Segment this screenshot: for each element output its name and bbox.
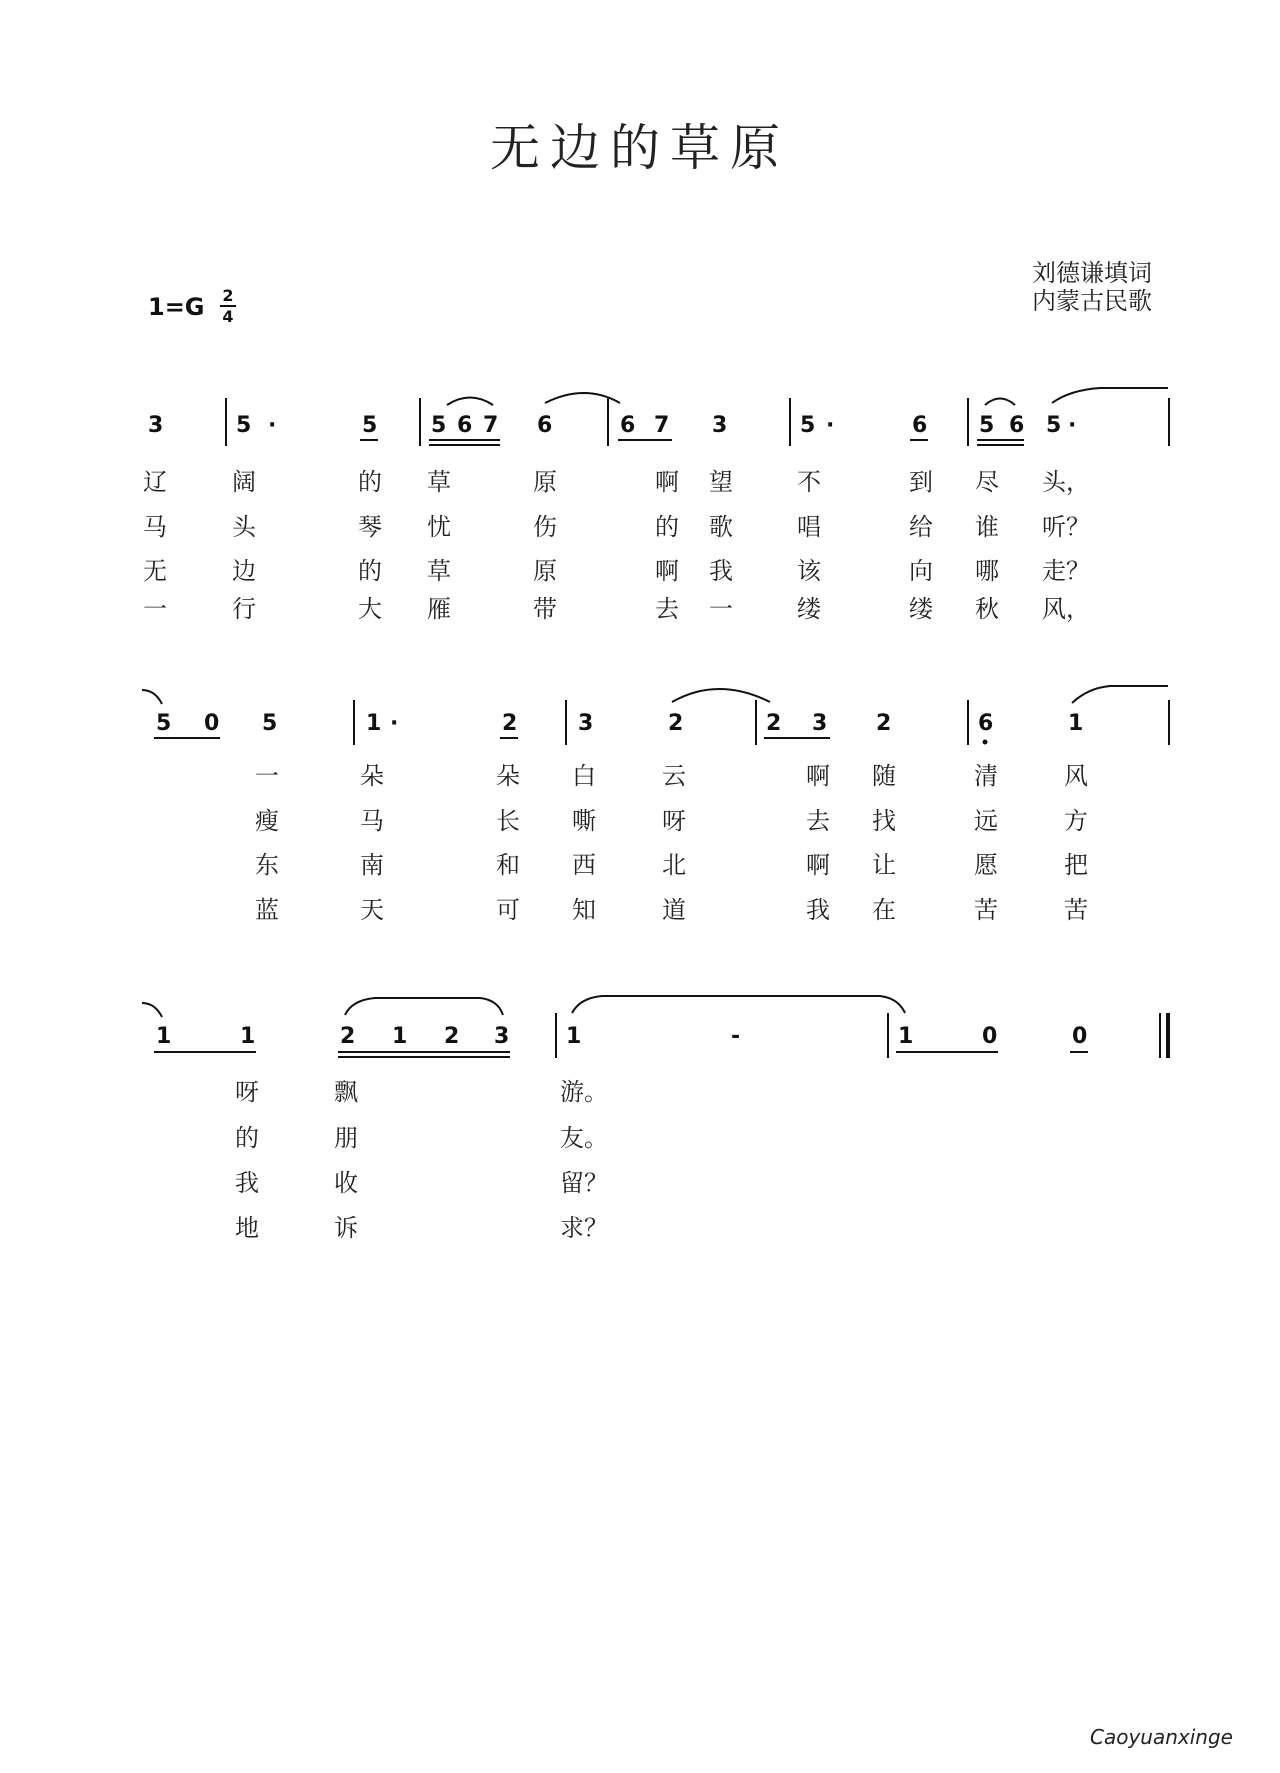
lyric: 走？ (1042, 557, 1090, 585)
note: 2 (876, 711, 892, 736)
watermark: Caoyuanxinge (1090, 1725, 1233, 1749)
lyric: 的 (358, 468, 382, 496)
lyric: 忧 (427, 513, 451, 541)
lyric: 苦 (1064, 896, 1088, 924)
lyric: 朵 (496, 762, 520, 790)
lyric: 缕 (797, 595, 821, 623)
lyric: 唱 (797, 513, 821, 541)
lyric: 风， (1042, 595, 1090, 623)
lyric: 我 (709, 557, 733, 585)
lyric: 辽 (143, 468, 167, 496)
slur (572, 996, 905, 1013)
lyric: 歌 (709, 513, 733, 541)
augmentation-dot: · (390, 711, 399, 736)
note: 2 (340, 1024, 356, 1049)
note: 0 (1072, 1024, 1088, 1049)
note: 6 (457, 413, 473, 438)
lyric: 头， (1042, 468, 1090, 496)
system-1 (143, 388, 1169, 623)
note: 5 (431, 413, 447, 438)
lyric: 啊 (806, 762, 830, 790)
tie-start (1052, 388, 1168, 403)
low-octave-dot (983, 740, 988, 745)
lyric: 我 (806, 896, 830, 924)
lyric: 朋 (334, 1124, 358, 1152)
lyric: 呀 (662, 807, 686, 835)
note: 5 (979, 413, 995, 438)
lyric: 边 (232, 557, 256, 585)
lyric: 蓝 (255, 896, 279, 924)
lyric: 南 (360, 851, 384, 879)
lyric: 啊 (655, 557, 679, 585)
lyric: 一 (709, 595, 733, 623)
lyric: 头 (232, 513, 256, 541)
lyric: 瘦 (255, 807, 279, 835)
lyric: 云 (662, 762, 686, 790)
song-title: 无边的草原 (490, 119, 790, 177)
lyric: 苦 (974, 896, 998, 924)
time-signature-bottom: 4 (222, 307, 234, 326)
lyric: 望 (709, 468, 733, 496)
lyric: 马 (143, 513, 167, 541)
note: 0 (204, 711, 220, 736)
lyric: 尽 (975, 468, 999, 496)
note: 1 (392, 1024, 408, 1049)
lyric: 的 (655, 513, 679, 541)
lyric: 给 (909, 513, 933, 541)
lyric: 知 (572, 896, 596, 924)
lyric: 的 (358, 557, 382, 585)
lyric: 收 (334, 1169, 358, 1197)
system-2 (142, 686, 1169, 924)
lyric: 缕 (909, 595, 933, 623)
lyric: 草 (427, 468, 451, 496)
lyric: 风 (1064, 762, 1088, 790)
lyric: 阔 (232, 468, 256, 496)
slur (985, 399, 1015, 406)
slur (447, 398, 493, 406)
tie-end (142, 1003, 162, 1017)
lyric: 谁 (975, 513, 999, 541)
lyric: 嘶 (572, 807, 596, 835)
note: 6 (1009, 413, 1025, 438)
augmentation-dot: · (826, 413, 835, 438)
lyric: 可 (496, 896, 520, 924)
slur (672, 689, 770, 702)
lyric: 去 (806, 807, 830, 835)
dash: - (731, 1024, 741, 1049)
lyric: 啊 (806, 851, 830, 879)
key-time-signature (148, 286, 234, 327)
lyric: 地 (235, 1214, 259, 1242)
time-signature (220, 287, 236, 325)
lyric: 方 (1064, 807, 1088, 835)
note: 3 (148, 413, 164, 438)
lyric: 秋 (975, 595, 999, 623)
note: 2 (502, 711, 518, 736)
lyric: 北 (662, 851, 686, 879)
lyric: 把 (1064, 851, 1088, 879)
note: 7 (654, 413, 670, 438)
lyric: 向 (909, 557, 933, 585)
slur (345, 998, 503, 1015)
note: 5 (236, 413, 252, 438)
note: 3 (712, 413, 728, 438)
lyric: 到 (909, 468, 933, 496)
augmentation-dot: · (268, 413, 277, 438)
lyricist-credit: 刘德谦填词 (1032, 259, 1152, 287)
lyric: 友。 (560, 1124, 608, 1152)
lyric: 行 (232, 595, 256, 623)
tie-end (142, 690, 162, 704)
lyric: 随 (872, 762, 896, 790)
lyric: 愿 (974, 851, 998, 879)
note: 2 (766, 711, 782, 736)
lyric: 原 (533, 557, 557, 585)
lyric: 远 (974, 807, 998, 835)
note: 3 (812, 711, 828, 736)
note: 1 (898, 1024, 914, 1049)
augmentation-dot: · (1068, 413, 1077, 438)
note: 6 (537, 413, 553, 438)
lyric: 啊 (655, 468, 679, 496)
lyric: 听？ (1042, 513, 1090, 541)
lyric: 西 (572, 851, 596, 879)
lyric: 雁 (427, 595, 451, 623)
time-signature-top: 2 (222, 286, 234, 305)
lyric: 和 (496, 851, 520, 879)
lyric: 道 (662, 896, 686, 924)
note: 0 (982, 1024, 998, 1049)
lyric: 让 (872, 851, 896, 879)
note: 1 (156, 1024, 172, 1049)
note: 5 (362, 413, 378, 438)
note: 1 (240, 1024, 256, 1049)
lyric: 不 (797, 468, 821, 496)
lyric: 白 (572, 762, 596, 790)
lyric: 的 (235, 1124, 259, 1152)
lyric: 留？ (560, 1169, 608, 1197)
note: 1 (1068, 711, 1084, 736)
note: 3 (578, 711, 594, 736)
note: 6 (978, 711, 994, 736)
slur (545, 393, 620, 403)
source-credit: 内蒙古民歌 (1032, 287, 1152, 315)
lyric: 我 (235, 1169, 259, 1197)
lyric: 在 (872, 896, 896, 924)
lyric: 一 (143, 595, 167, 623)
lyric: 马 (360, 807, 384, 835)
lyric: 伤 (533, 513, 557, 541)
note: 1 (366, 711, 382, 736)
lyric: 去 (655, 595, 679, 623)
lyric: 无 (143, 557, 167, 585)
credits (1032, 259, 1172, 315)
key-signature: 1=G (148, 293, 205, 321)
lyric: 天 (360, 896, 384, 924)
note: 7 (483, 413, 499, 438)
lyric: 呀 (235, 1078, 259, 1106)
lyric: 原 (533, 468, 557, 496)
lyric: 带 (533, 595, 557, 623)
lyric: 大 (358, 595, 382, 623)
note: 6 (912, 413, 928, 438)
lyric: 诉 (334, 1214, 358, 1242)
lyric: 草 (427, 557, 451, 585)
note: 2 (668, 711, 684, 736)
note: 5 (800, 413, 816, 438)
lyric: 哪 (975, 557, 999, 585)
lyric: 该 (797, 557, 821, 585)
system-3 (142, 996, 1168, 1242)
lyric: 琴 (358, 513, 382, 541)
tie-start (1072, 686, 1168, 703)
lyric: 一 (255, 762, 279, 790)
lyric: 清 (974, 762, 998, 790)
lyric: 飘 (334, 1078, 358, 1106)
lyric: 游。 (560, 1078, 608, 1106)
note: 5 (262, 711, 278, 736)
lyric: 找 (872, 807, 896, 835)
lyric: 朵 (360, 762, 384, 790)
note: 1 (566, 1024, 582, 1049)
lyric: 求？ (560, 1214, 608, 1242)
note: 5 (1046, 413, 1062, 438)
note: 3 (494, 1024, 510, 1049)
lyric: 东 (255, 851, 279, 879)
note: 5 (156, 711, 172, 736)
note: 6 (620, 413, 636, 438)
lyric: 长 (496, 807, 520, 835)
note: 2 (444, 1024, 460, 1049)
